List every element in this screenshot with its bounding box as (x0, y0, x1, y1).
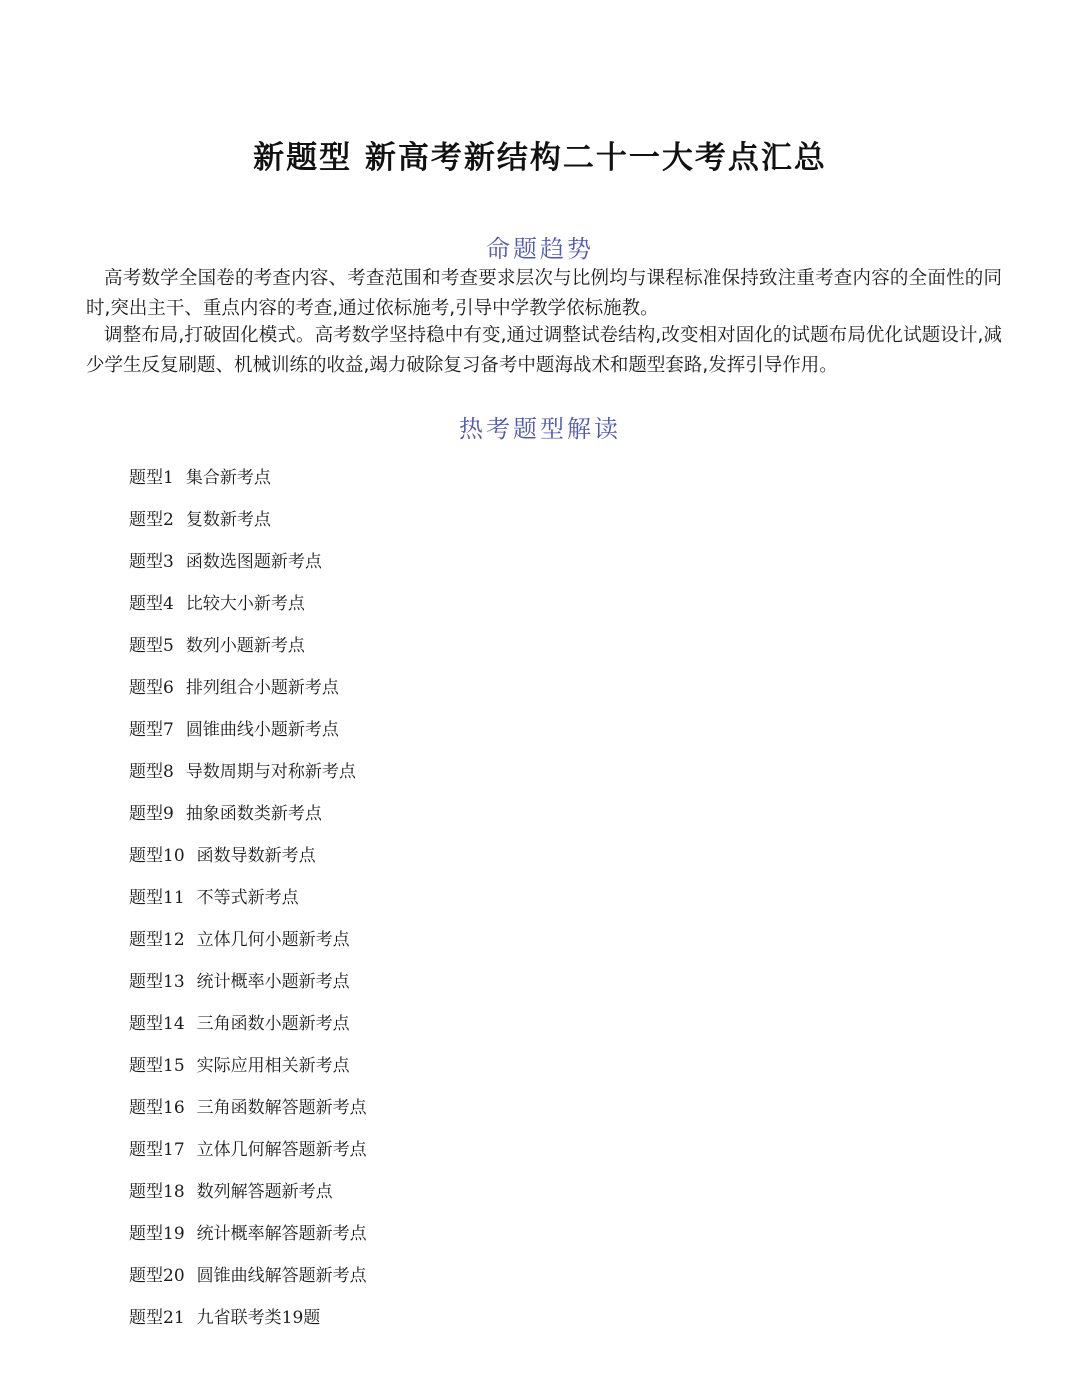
type-label: 三角函数小题新考点 (196, 1014, 350, 1034)
page-title: 新题型 新高考新结构二十一大考点汇总 (253, 140, 827, 176)
list-item (129, 840, 367, 882)
list-item (129, 924, 367, 966)
list-item (129, 798, 367, 840)
type-label: 抽象函数类新考点 (185, 804, 322, 824)
list-item (129, 672, 367, 714)
type-number: 题型17 (129, 1140, 185, 1160)
list-item (129, 714, 367, 756)
trend-paragraph-2: 调整布局,打破固化模式。高考数学坚持稳中有变,通过调整试卷结构,改变相对固化的试题布局优化试题设计,减少学生反复刷题、机械训练的收益,竭力破除复习备考中题海战术和题型套路,发挥引导作用。 (86, 325, 1002, 376)
type-label: 函数导数新考点 (196, 846, 316, 866)
question-type-list (129, 462, 367, 1344)
type-number: 题型5 (129, 636, 174, 656)
type-label: 九省联考类19题 (196, 1308, 321, 1328)
type-number: 题型9 (129, 804, 174, 824)
type-number: 题型16 (129, 1098, 185, 1118)
type-number: 题型21 (129, 1308, 185, 1328)
type-number: 题型3 (129, 552, 174, 572)
type-label: 圆锥曲线解答题新考点 (196, 1266, 367, 1286)
type-label: 三角函数解答题新考点 (196, 1098, 367, 1118)
type-label: 数列小题新考点 (185, 636, 305, 656)
type-number: 题型18 (129, 1182, 185, 1202)
type-number: 题型4 (129, 594, 174, 614)
type-number: 题型2 (129, 510, 174, 530)
trend-paragraph-1: 高考数学全国卷的考查内容、考查范围和考查要求层次与比例均与课程标准保持致注重考查内容的全面性的同时,突出主干、重点内容的考查,通过依标施考,引导中学教学依标施教。 (86, 268, 1002, 319)
list-item (129, 1008, 367, 1050)
type-label: 不等式新考点 (196, 888, 299, 908)
list-item (129, 1218, 367, 1260)
type-number: 题型7 (129, 720, 174, 740)
type-label: 排列组合小题新考点 (185, 678, 339, 698)
type-number: 题型8 (129, 762, 174, 782)
list-item (129, 546, 367, 588)
type-label: 统计概率小题新考点 (196, 972, 350, 992)
list-item (129, 1092, 367, 1134)
type-number: 题型6 (129, 678, 174, 698)
list-item (129, 504, 367, 546)
type-number: 题型20 (129, 1266, 185, 1286)
type-label: 统计概率解答题新考点 (196, 1224, 367, 1244)
type-label: 复数新考点 (185, 510, 271, 530)
list-item (129, 1302, 367, 1344)
list-item (129, 882, 367, 924)
type-label: 圆锥曲线小题新考点 (185, 720, 339, 740)
type-label: 实际应用相关新考点 (196, 1056, 350, 1076)
type-label: 导数周期与对称新考点 (185, 762, 356, 782)
type-number: 题型14 (129, 1014, 185, 1034)
list-item (129, 1134, 367, 1176)
list-item (129, 966, 367, 1008)
list-item (129, 1260, 367, 1302)
hot-types-heading: 热考题型解读 (459, 415, 621, 443)
type-label: 函数选图题新考点 (185, 552, 322, 572)
type-number: 题型13 (129, 972, 185, 992)
list-item (129, 588, 367, 630)
type-label: 比较大小新考点 (185, 594, 305, 614)
type-label: 集合新考点 (185, 468, 271, 488)
type-label: 数列解答题新考点 (196, 1182, 333, 1202)
type-number: 题型10 (129, 846, 185, 866)
type-number: 题型19 (129, 1224, 185, 1244)
type-number: 题型1 (129, 468, 174, 488)
list-item (129, 630, 367, 672)
type-label: 立体几何解答题新考点 (196, 1140, 367, 1160)
type-number: 题型15 (129, 1056, 185, 1076)
list-item (129, 462, 367, 504)
type-number: 题型11 (129, 888, 185, 908)
list-item (129, 1176, 367, 1218)
list-item (129, 1050, 367, 1092)
list-item (129, 756, 367, 798)
type-label: 立体几何小题新考点 (196, 930, 350, 950)
trend-heading: 命题趋势 (486, 235, 594, 263)
type-number: 题型12 (129, 930, 185, 950)
